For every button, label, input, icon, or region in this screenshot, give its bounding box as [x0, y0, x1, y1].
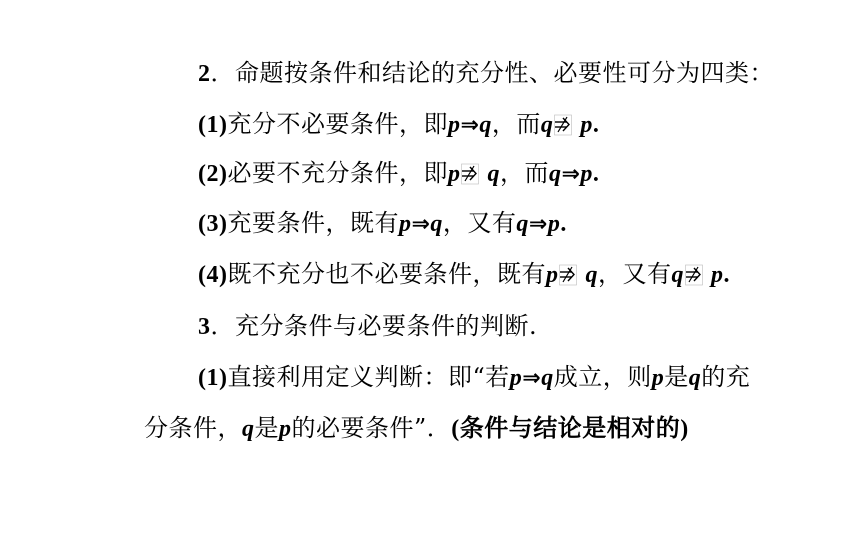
case-text: 充要条件，既有 — [227, 209, 399, 237]
var-q: q — [430, 211, 443, 237]
case-mid-text: ，而 — [499, 159, 549, 187]
var-p: p — [580, 161, 593, 187]
var-q: q — [585, 262, 598, 288]
method-text: 直接利用定义判断：即“若 — [227, 363, 510, 391]
method-label: (1) — [198, 365, 228, 391]
implies-arrow: ⇒ — [460, 113, 480, 138]
var-p: p — [545, 262, 559, 288]
not-implies-icon — [554, 114, 572, 136]
method-text-3: 是 — [664, 363, 689, 391]
var-q: q — [548, 161, 562, 187]
implies-arrow: ⇒ — [561, 162, 581, 187]
case-1-line — [198, 109, 599, 141]
case-2-line — [198, 158, 599, 190]
var-q: q — [688, 365, 702, 391]
case-3-line — [198, 208, 567, 240]
method-1-line — [198, 362, 750, 394]
item-text: ．命题按条件和结论的充分性、必要性可分为四类： — [210, 59, 774, 87]
period: . — [560, 211, 567, 237]
var-p: p — [447, 112, 461, 138]
var-p: p — [547, 211, 561, 237]
case-mid-text: ，又有 — [442, 209, 517, 237]
method-text-2: 是 — [254, 414, 279, 442]
case-mid-text: ，又有 — [597, 260, 672, 288]
parenthetical-note: (条件与结论是相对的) — [451, 416, 689, 442]
case-label: (4) — [198, 262, 228, 288]
method-text-4: 的充 — [701, 363, 751, 391]
var-p: p — [447, 161, 461, 187]
item-number: 3 — [198, 314, 211, 340]
case-text: 既不充分也不必要条件，既有 — [227, 260, 546, 288]
method-text-3: 的必要条件”． — [291, 414, 452, 442]
var-p: p — [710, 262, 724, 288]
implies-arrow: ⇒ — [528, 212, 548, 237]
var-q: q — [541, 365, 554, 391]
period: . — [592, 161, 600, 187]
not-implies-icon — [685, 264, 703, 286]
case-text: 必要不充分条件，即 — [227, 159, 448, 187]
implies-arrow: ⇒ — [522, 366, 542, 391]
var-p: p — [580, 112, 593, 138]
var-p: p — [279, 416, 292, 442]
method-1-continuation — [144, 413, 689, 444]
var-q: q — [479, 112, 492, 138]
method-text-2: 成立，则 — [553, 363, 652, 391]
case-label: (1) — [198, 112, 228, 138]
case-label: (3) — [198, 211, 228, 237]
var-p: p — [509, 365, 523, 391]
not-implies-icon — [559, 264, 577, 286]
item-number: 2 — [198, 61, 211, 87]
var-q: q — [242, 416, 255, 442]
item-text: ．充分条件与必要条件的判断. — [210, 312, 538, 340]
var-q: q — [671, 262, 684, 288]
item-3-heading — [198, 311, 537, 342]
not-implies-icon — [461, 163, 479, 185]
implies-arrow: ⇒ — [411, 212, 431, 237]
case-4-line — [198, 259, 730, 290]
case-text: 充分不必要条件，即 — [227, 110, 448, 138]
period: . — [592, 112, 600, 138]
period: . — [723, 262, 730, 288]
var-p: p — [398, 211, 412, 237]
method-text: 分条件， — [144, 414, 242, 442]
item-2-heading — [198, 58, 774, 89]
var-p: p — [651, 365, 665, 391]
case-mid-text: ，而 — [491, 110, 541, 138]
case-label: (2) — [198, 161, 228, 187]
var-q: q — [540, 112, 554, 138]
var-q: q — [516, 211, 529, 237]
var-q: q — [487, 161, 500, 187]
